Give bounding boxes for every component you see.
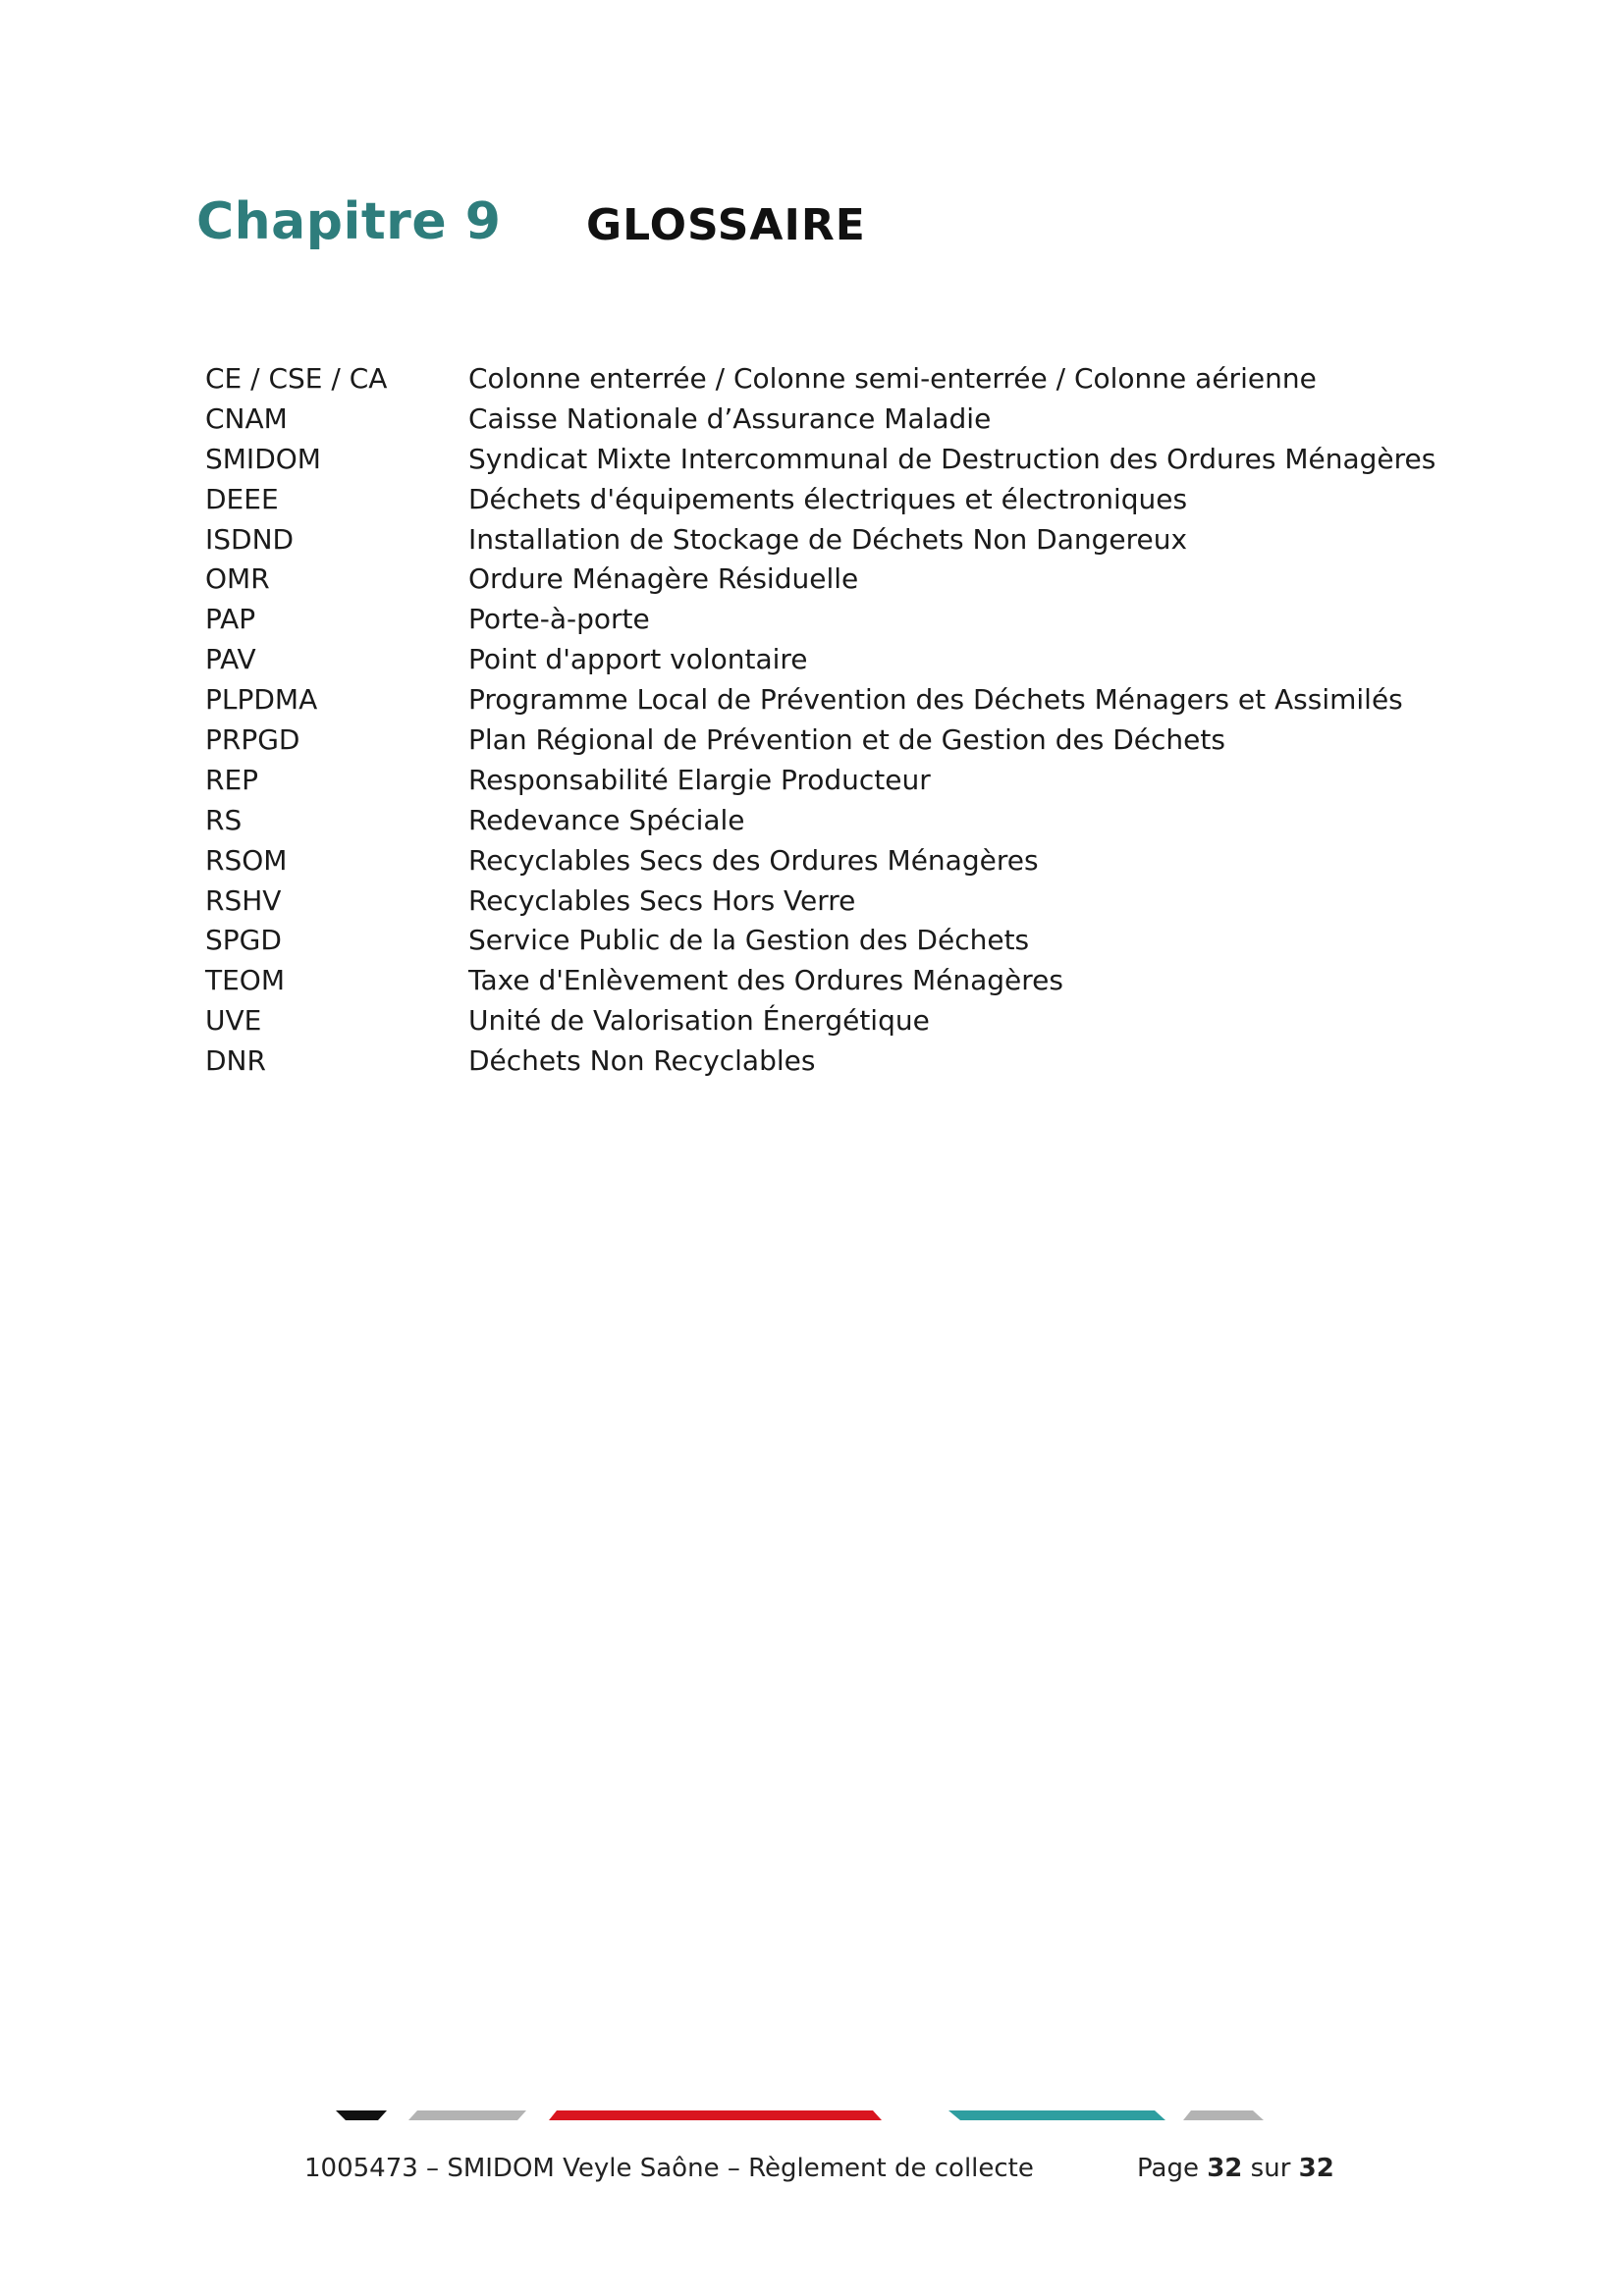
glossary-row — [205, 1041, 1482, 1082]
glossary-term: REP — [205, 763, 259, 796]
glossary-term: PRPGD — [205, 723, 300, 757]
glossary-definition: Déchets d'équipements électriques et électroniques — [468, 482, 1188, 515]
glossary-term: DNR — [205, 1044, 266, 1078]
page-prefix: Page — [1137, 2154, 1199, 2183]
glossary-row — [205, 600, 1482, 640]
glossary-term: OMR — [205, 562, 270, 596]
glossary-definition: Point d'apport volontaire — [468, 643, 808, 676]
glossary-row — [205, 480, 1482, 520]
page-total: 32 — [1298, 2154, 1334, 2183]
chapter-title: GLOSSAIRE — [586, 200, 866, 250]
glossary-definition: Redevance Spéciale — [468, 803, 745, 836]
chapter-heading — [196, 192, 866, 261]
glossary-term: TEOM — [205, 964, 285, 997]
glossary-row — [205, 440, 1482, 480]
glossary-definition: Programme Local de Prévention des Déchets Ménagers et Assimilés — [468, 683, 1403, 717]
glossary-row — [205, 921, 1482, 961]
glossary-row — [205, 881, 1482, 922]
page-separator: sur — [1250, 2154, 1291, 2183]
glossary-definition: Taxe d'Enlèvement des Ordures Ménagères — [468, 964, 1063, 997]
footer-document-label: 1005473 – SMIDOM Veyle Saône – Règlement de collecte — [304, 2154, 1034, 2183]
glossary-definition: Installation de Stockage de Déchets Non Dangereux — [468, 522, 1188, 556]
glossary-definition: Unité de Valorisation Énergétique — [468, 1004, 930, 1038]
glossary-row — [205, 801, 1482, 841]
glossary-row — [205, 640, 1482, 680]
glossary-row — [205, 961, 1482, 1001]
page-current: 32 — [1207, 2154, 1243, 2183]
glossary-row — [205, 680, 1482, 721]
glossary-term: PAV — [205, 643, 256, 676]
glossary-term: RSOM — [205, 843, 288, 877]
glossary-definition: Service Public de la Gestion des Déchets — [468, 924, 1030, 957]
glossary-row — [205, 761, 1482, 801]
chapter-number: Chapitre 9 — [196, 192, 502, 251]
footer-bar-grey-1 — [408, 2110, 526, 2120]
glossary-term: DEEE — [205, 482, 279, 515]
glossary-definition: Ordure Ménagère Résiduelle — [468, 562, 859, 596]
glossary-row — [205, 841, 1482, 881]
glossary-term: ISDND — [205, 522, 295, 556]
glossary-row — [205, 359, 1482, 400]
glossary-term: SPGD — [205, 924, 282, 957]
glossary-row — [205, 400, 1482, 440]
glossary-row — [205, 721, 1482, 761]
glossary-row — [205, 1001, 1482, 1041]
glossary-definition: Caisse Nationale d’Assurance Maladie — [468, 401, 992, 435]
glossary-definition: Recyclables Secs des Ordures Ménagères — [468, 843, 1039, 877]
glossary-definition: Responsabilité Elargie Producteur — [468, 763, 931, 796]
footer-bar-teal — [948, 2110, 1165, 2120]
footer-decoration — [0, 2106, 1624, 2135]
glossary-definition: Syndicat Mixte Intercommunal de Destruction des Ordures Ménagères — [468, 442, 1436, 475]
glossary-definition: Déchets Non Recyclables — [468, 1044, 816, 1078]
glossary-term: CE / CSE / CA — [205, 362, 388, 395]
page-number — [1137, 2154, 1334, 2183]
glossary-term: RS — [205, 803, 243, 836]
glossary-term: RSHV — [205, 883, 282, 917]
footer-bar-grey-2 — [1183, 2110, 1264, 2120]
glossary-term: SMIDOM — [205, 442, 321, 475]
glossary-row — [205, 520, 1482, 561]
glossary-definition: Plan Régional de Prévention et de Gestion des Déchets — [468, 723, 1225, 757]
glossary-term: CNAM — [205, 401, 288, 435]
footer-bar-black — [336, 2110, 387, 2120]
glossary-term: UVE — [205, 1004, 262, 1038]
glossary-term: PAP — [205, 603, 256, 636]
glossary-definition: Porte-à-porte — [468, 603, 650, 636]
glossary-row — [205, 560, 1482, 600]
glossary-definition: Recyclables Secs Hors Verre — [468, 883, 856, 917]
glossary-definition: Colonne enterrée / Colonne semi-enterrée / Colonne aérienne — [468, 362, 1317, 395]
glossary-term: PLPDMA — [205, 683, 318, 717]
glossary-list — [205, 359, 1482, 1082]
footer-bar-red — [549, 2110, 882, 2120]
